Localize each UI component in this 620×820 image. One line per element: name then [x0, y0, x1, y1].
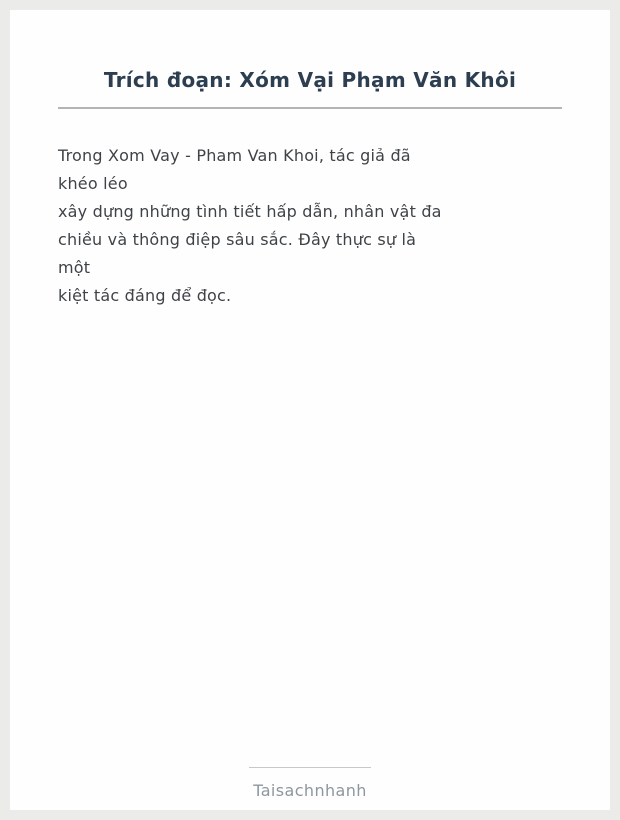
excerpt-line-1: Trong Xom Vay - Pham Van Khoi, tác giả đã — [58, 146, 411, 165]
excerpt-line-3: xây dựng những tình tiết hấp dẫn, nhân vật đa — [58, 202, 442, 221]
page-footer — [10, 767, 610, 801]
excerpt-line-2: khéo léo — [58, 174, 128, 193]
excerpt-text — [58, 142, 562, 310]
page-title: Trích đoạn: Xóm Vại Phạm Văn Khôi — [103, 68, 517, 92]
excerpt-line-4: chiều và thông điệp sâu sắc. Đây thực sự là — [58, 230, 417, 249]
footer-divider — [249, 767, 371, 768]
footer-brand: Taisachnhanh — [253, 781, 367, 800]
document-page — [10, 10, 610, 810]
title-divider — [58, 107, 562, 109]
excerpt-line-6: kiệt tác đáng để đọc. — [58, 286, 232, 305]
excerpt-line-5: một — [58, 258, 91, 277]
